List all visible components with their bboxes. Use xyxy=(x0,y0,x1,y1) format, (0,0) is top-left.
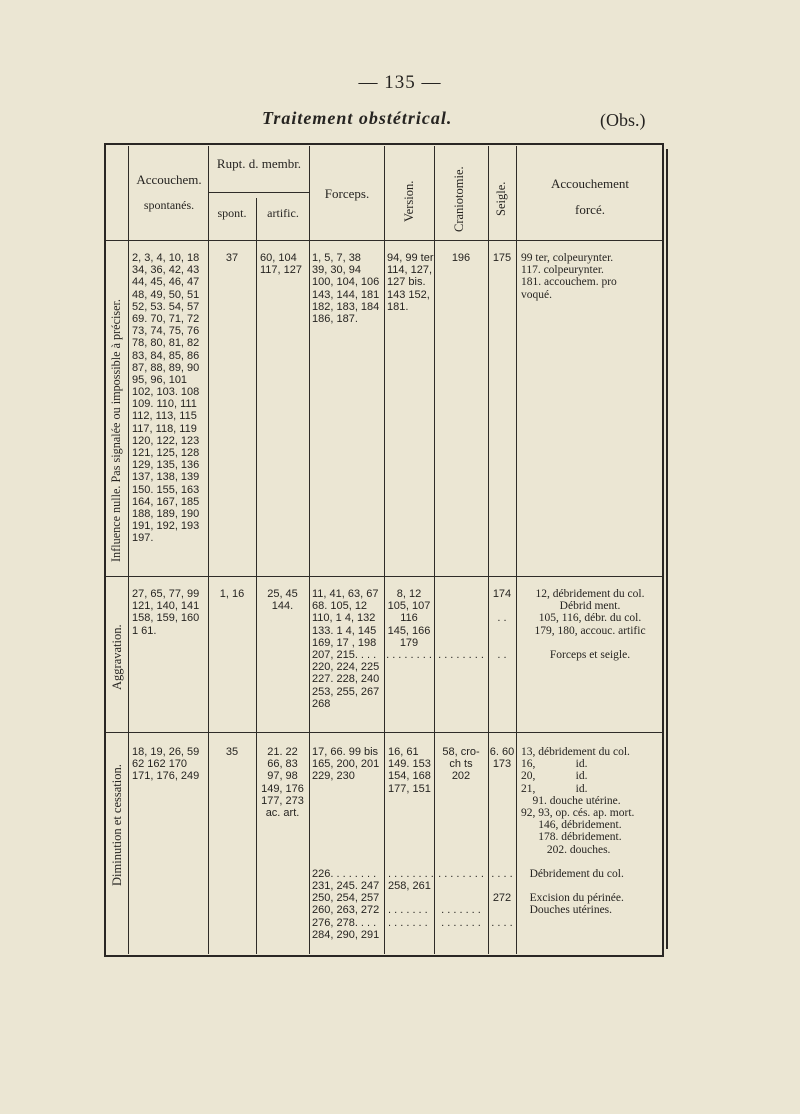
cell-line xyxy=(434,844,488,856)
cell-line: 276, 278. . . . xyxy=(312,916,377,929)
cell-diminution-accouchem xyxy=(132,746,208,783)
cell-line: 191, 192, 193 xyxy=(132,520,200,533)
cell-line: . . xyxy=(497,648,507,661)
cell-line: 95, 96, 101 xyxy=(132,373,188,386)
cell-line: 1 61. xyxy=(132,624,157,637)
column-divider xyxy=(208,146,209,954)
cell-line: 120, 122, 123 xyxy=(132,434,200,447)
cell-line: 272 xyxy=(492,892,512,905)
cell-line xyxy=(434,612,488,624)
cell-line xyxy=(312,783,384,795)
cell-line: 253, 255, 267 xyxy=(312,685,380,698)
cell-line: 18, 19, 26, 59 xyxy=(132,746,200,758)
cell-diminution-artific xyxy=(256,746,309,819)
cell-line: 17, 66. 99 bis xyxy=(312,746,379,758)
cell-line xyxy=(488,819,516,831)
cell-line: Excision du périnée. xyxy=(521,892,624,905)
cell-line: 231, 245. 247 xyxy=(312,880,380,893)
cell-line: 171, 176, 249 xyxy=(132,770,200,783)
cell-diminution-force xyxy=(521,746,661,917)
row-label-influence: Influence nulle. Pas signalée ou impossible à préciser. xyxy=(109,299,123,562)
cell-line: 100, 104, 106 xyxy=(312,276,380,289)
cell-line: 73, 74, 75, 76 xyxy=(132,325,200,338)
row-divider xyxy=(106,576,662,577)
cell-line xyxy=(488,904,516,916)
cell-line xyxy=(434,892,488,904)
header-force-line1: Accouchement xyxy=(551,176,629,191)
cell-line: 87, 88, 89, 90 xyxy=(132,361,200,374)
cell-line: 99 ter, colpeurynter. xyxy=(521,252,614,264)
cell-line: voqué. xyxy=(521,288,552,301)
cell-line: 144. xyxy=(271,600,294,613)
cell-line: 178. débridement. xyxy=(521,831,622,844)
cell-line: 6. 60 xyxy=(489,746,515,758)
cell-aggravation-seigle xyxy=(488,588,516,661)
cell-line: 12, débridement du col. xyxy=(535,588,645,600)
section-tag: (Obs.) xyxy=(600,110,646,130)
cell-line xyxy=(312,795,384,807)
cell-line xyxy=(488,770,516,782)
cell-line: 58, cro- xyxy=(442,746,480,758)
cell-line: . . . . xyxy=(491,916,513,929)
cell-line: 52, 53. 54, 57 xyxy=(132,300,200,313)
cell-line xyxy=(434,856,488,868)
cell-line: 37 xyxy=(225,252,239,264)
cell-line: 83, 84, 85, 86 xyxy=(132,349,200,362)
cell-line: 16, 61 xyxy=(388,746,419,758)
cell-line xyxy=(434,637,488,649)
cell-line: 21, id. xyxy=(521,782,588,795)
header-accouchem-line1: Accouchem. xyxy=(136,172,202,187)
cell-line: 250, 254, 257 xyxy=(312,892,380,905)
cell-aggravation-craniotomie xyxy=(434,588,488,661)
row-label-aggravation: Aggravation. xyxy=(110,624,124,690)
cell-diminution-seigle xyxy=(488,746,516,929)
cell-line: 137, 138, 139 xyxy=(132,471,200,484)
cell-line: 143 152, xyxy=(387,288,430,301)
cell-line: 284, 290, 291 xyxy=(312,928,380,941)
cell-line xyxy=(388,819,434,831)
cell-line xyxy=(488,856,516,868)
cell-line: 181. xyxy=(387,300,409,313)
cell-line: 78, 80, 81, 82 xyxy=(132,337,200,350)
cell-line: 94, 99 ter xyxy=(387,252,434,264)
cell-line: 27, 65, 77, 99 xyxy=(132,588,200,600)
cell-influence-spont xyxy=(208,252,256,264)
cell-line xyxy=(388,807,434,819)
cell-line: 145, 166 xyxy=(387,624,431,637)
cell-line: 97, 98 xyxy=(267,770,298,783)
column-header-accouchem xyxy=(130,172,208,213)
cell-line: 179, 180, accouc. artific xyxy=(534,624,646,637)
cell-aggravation-accouchem xyxy=(132,588,208,637)
column-header-rupt: Rupt. d. membr. xyxy=(216,156,302,171)
cell-line: 143, 144, 181 xyxy=(312,288,380,301)
cell-line: 60, 104 xyxy=(260,252,297,264)
cell-line xyxy=(518,637,662,649)
cell-line: 105, 107 xyxy=(387,600,431,613)
cell-line xyxy=(434,807,488,819)
cell-line xyxy=(521,880,661,892)
cell-line: 127 bis. xyxy=(387,276,426,289)
cell-line: 186, 187. xyxy=(312,312,358,325)
cell-line: 165, 200, 201 xyxy=(312,758,380,771)
cell-line xyxy=(488,783,516,795)
cell-line: 21. 22 xyxy=(267,746,298,758)
cell-line xyxy=(434,795,488,807)
cell-line xyxy=(312,844,384,856)
cell-line xyxy=(521,856,661,868)
cell-line: 25, 45 xyxy=(267,588,298,600)
cell-line: 146, débridement. xyxy=(521,819,622,832)
cell-line xyxy=(488,807,516,819)
cell-line xyxy=(488,625,516,637)
cell-line xyxy=(434,831,488,843)
cell-line xyxy=(488,844,516,856)
row-label-diminution: Diminution et cessation. xyxy=(110,764,124,886)
cell-line: 35 xyxy=(225,746,239,758)
cell-line: 177, 273 xyxy=(261,794,304,807)
cell-line: . . . . . . . xyxy=(388,916,428,929)
cell-line xyxy=(434,625,488,637)
column-header-spont: spont. xyxy=(217,206,247,220)
cell-influence-forceps xyxy=(312,252,384,325)
cell-aggravation-artific xyxy=(256,588,309,612)
cell-line: Débrid ment. xyxy=(559,600,621,613)
column-header-force xyxy=(518,176,662,219)
column-divider xyxy=(309,146,310,954)
cell-line: Douches utérines. xyxy=(521,904,613,917)
cell-line xyxy=(312,819,384,831)
cell-line xyxy=(488,880,516,892)
cell-line: 1, 16 xyxy=(219,588,245,600)
cell-line: . . . . . . . xyxy=(441,904,481,917)
cell-line: 169, 17 , 198 xyxy=(312,636,377,649)
cell-line xyxy=(488,795,516,807)
cell-influence-force xyxy=(521,252,661,301)
cell-line: 129, 135, 136 xyxy=(132,459,200,472)
cell-line: 226. . . . . . . . xyxy=(312,867,377,880)
cell-line xyxy=(434,819,488,831)
cell-line: 34, 36, 42, 43 xyxy=(132,264,200,277)
column-header-forceps: Forceps. xyxy=(324,186,370,201)
cell-line: . . . . . . . . xyxy=(438,648,484,661)
cell-line: Débridement du col. xyxy=(521,867,624,880)
cell-line: 164, 167, 185 xyxy=(132,495,200,508)
cell-line xyxy=(434,783,488,795)
cell-line xyxy=(388,795,434,807)
header-accouchem-line2: spontanés. xyxy=(143,198,195,213)
cell-line: 44, 45, 46, 47 xyxy=(132,276,200,289)
cell-influence-accouchem xyxy=(132,252,208,545)
column-divider xyxy=(128,146,129,954)
cell-line: 112, 113, 115 xyxy=(132,410,197,423)
header-rule xyxy=(106,240,662,241)
cell-line xyxy=(388,831,434,843)
cell-line: ch ts xyxy=(449,758,473,771)
cell-aggravation-version xyxy=(384,588,434,661)
column-header-craniotomie: Craniotomie. xyxy=(452,166,466,232)
cell-line: 207, 215. . . . xyxy=(312,648,377,661)
cell-aggravation-force xyxy=(518,588,662,661)
cell-line: 133. 1 4, 145 xyxy=(312,624,377,637)
cell-line: 105, 116, débr. du col. xyxy=(538,612,642,625)
cell-line: . . xyxy=(497,612,507,625)
cell-line: 121, 140, 141 xyxy=(132,600,200,613)
cell-line: 174 xyxy=(492,588,512,600)
cell-line: 117, 118, 119 xyxy=(132,422,197,435)
cell-line: . . . . . . . xyxy=(441,916,481,929)
cell-line: 182, 183, 184 xyxy=(312,300,380,313)
cell-line: 109. 110, 111 xyxy=(132,398,197,411)
cell-line: Forceps et seigle. xyxy=(549,648,631,661)
cell-line: . . . . . . . . xyxy=(386,648,432,661)
cell-line: 179 xyxy=(399,636,419,649)
cell-line: 92, 93, op. cés. ap. mort. xyxy=(521,806,635,819)
column-divider xyxy=(384,146,385,954)
cell-line: 227. 228, 240 xyxy=(312,673,380,686)
header-force-line2: forcé. xyxy=(575,202,605,218)
cell-diminution-forceps xyxy=(312,746,384,941)
cell-line: 66, 83 xyxy=(267,758,298,771)
cell-line: . . . . . . . xyxy=(388,904,428,917)
cell-line: 149. 153 xyxy=(388,758,431,771)
cell-line: 16, id. xyxy=(521,758,588,771)
cell-line: 11, 41, 63, 67 xyxy=(312,588,379,600)
cell-line: 177, 151 xyxy=(388,782,431,795)
cell-line: 154, 168 xyxy=(388,770,431,783)
cell-line: 173 xyxy=(492,758,512,771)
cell-line xyxy=(388,856,434,868)
cell-line xyxy=(312,856,384,868)
header-rule xyxy=(208,192,309,193)
cell-line: 39, 30, 94 xyxy=(312,264,361,277)
cell-line xyxy=(312,807,384,819)
cell-line xyxy=(312,831,384,843)
cell-aggravation-spont xyxy=(208,588,256,600)
cell-line: 48, 49, 50, 51 xyxy=(132,288,200,301)
cell-line: 181. accouchem. pro xyxy=(521,276,617,289)
cell-line: 1, 5, 7, 38 xyxy=(312,252,361,264)
cell-line: 114, 127, xyxy=(387,264,433,277)
cell-line: 91. douche utérine. xyxy=(521,794,621,807)
cell-line: . . . . . . . . xyxy=(438,867,484,880)
cell-line: 110, 1 4, 132 xyxy=(312,612,376,625)
cell-line: 20, id. xyxy=(521,770,588,783)
cell-line: 116 xyxy=(400,612,418,625)
cell-line: 121, 125, 128 xyxy=(132,447,200,459)
cell-line: . . . . xyxy=(491,867,513,880)
cell-aggravation-forceps xyxy=(312,588,384,710)
cell-line: 258, 261 xyxy=(388,880,431,893)
cell-line: 69. 70, 71, 72 xyxy=(132,312,200,325)
cell-line xyxy=(434,588,488,600)
cell-line: 175 xyxy=(492,252,512,264)
cell-line: 202 xyxy=(451,770,471,783)
column-header-version: Version. xyxy=(402,180,416,222)
cell-line: 188, 189, 190 xyxy=(132,507,200,520)
cell-line xyxy=(434,600,488,612)
cell-diminution-spont xyxy=(208,746,256,758)
cell-line: 2, 3, 4, 10, 18 xyxy=(132,252,200,264)
cell-line: 150. 155, 163 xyxy=(132,483,200,496)
cell-line: 220, 224, 225 xyxy=(312,661,380,674)
cell-line xyxy=(388,844,434,856)
cell-influence-artific xyxy=(260,252,308,276)
cell-line: 149, 176 xyxy=(261,782,304,795)
cell-line: 229, 230 xyxy=(312,770,355,783)
cell-influence-seigle xyxy=(488,252,516,264)
cell-line: 260, 263, 272 xyxy=(312,904,380,917)
cell-influence-version xyxy=(387,252,434,313)
cell-line: 13, débridement du col. xyxy=(521,746,630,758)
cell-line: 158, 159, 160 xyxy=(132,612,200,625)
cell-line xyxy=(488,600,516,612)
page-title: Traitement obstétrical. xyxy=(262,108,453,128)
cell-line xyxy=(488,637,516,649)
cell-line xyxy=(388,892,434,904)
page-number: — 135 — xyxy=(358,72,442,93)
cell-line: 8, 12 xyxy=(396,588,422,600)
cell-line: 62 162 170 xyxy=(132,758,188,771)
cell-line: . . . . . . . . xyxy=(388,867,434,880)
row-divider xyxy=(106,732,662,733)
cell-line: ac. art. xyxy=(265,806,300,819)
column-header-seigle: Seigle. xyxy=(494,181,508,216)
cell-line: 68. 105, 12 xyxy=(312,600,368,613)
cell-influence-craniotomie xyxy=(434,252,488,264)
column-header-artific: artific. xyxy=(267,206,299,220)
column-divider xyxy=(516,146,517,954)
cell-line xyxy=(488,831,516,843)
cell-diminution-craniotomie xyxy=(434,746,488,929)
cell-line xyxy=(434,880,488,892)
cell-line: 268 xyxy=(312,697,331,710)
cell-line: 197. xyxy=(132,532,154,545)
cell-line: 117. colpeurynter. xyxy=(521,264,604,277)
cell-line: 117, 127 xyxy=(260,264,303,277)
cell-line: 196 xyxy=(451,252,471,264)
cell-line: 102, 103. 108 xyxy=(132,386,200,399)
cell-diminution-version xyxy=(388,746,434,929)
cell-line: 202. douches. xyxy=(521,843,611,856)
